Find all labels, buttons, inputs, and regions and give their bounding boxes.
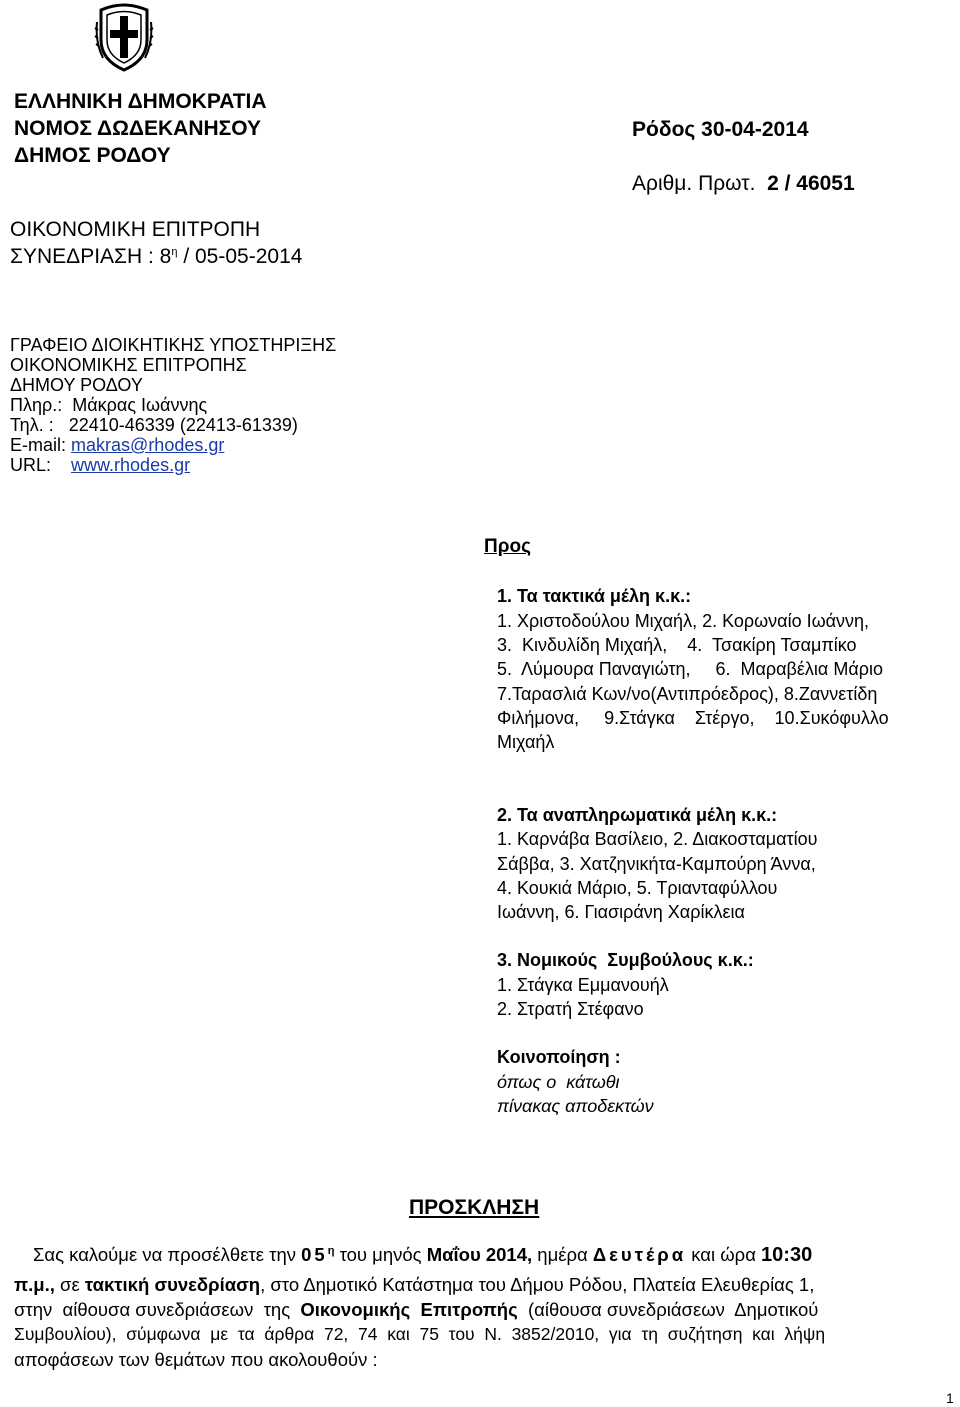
office-line-2: ΟΙΚΟΝΟΜΙΚΗΣ ΕΠΙΤΡΟΠΗΣ [10, 355, 247, 375]
regular-member-line: Φιλήμονα, 9.Στάγκα Στέργο, 10.Συκόφυλλο [497, 708, 889, 728]
invitation-text: στην αίθουσα συνεδριάσεων της [14, 1299, 301, 1320]
invitation-text: , στο Δημοτικό Κατάστημα του Δήμου Ρόδου, Πλατεία Ελευθερίας 1, [260, 1274, 815, 1295]
municipality-title: ΔΗΜΟΣ ΡΟΔΟΥ [14, 144, 171, 167]
invitation-line-1 [33, 1244, 812, 1267]
invitation-text: Σας καλούμε να προσέλθετε την [33, 1244, 302, 1265]
regular-members-title: 1. Τα τακτικά μέλη κ.κ.: [497, 586, 692, 606]
office-line-3: ΔΗΜΟΥ ΡΟΔΟΥ [10, 375, 143, 395]
session-sup: η [171, 246, 178, 258]
email-line [10, 435, 224, 455]
session-prefix: ΣΥΝΕΔΡΙΑΣΗ : 8 [10, 245, 172, 268]
country-title: ΕΛΛΗΝΙΚΗ ΔΗΜΟΚΡΑΤΙΑ [14, 90, 267, 113]
coat-of-arms-emblem [93, 2, 155, 74]
url-link[interactable]: www.rhodes.gr [71, 455, 191, 475]
regular-member-line: 7.Ταρασλιά Κων/νο(Αντιπρόεδρος), 8.Ζαννετίδη [497, 684, 878, 704]
info-value: Μάκρας Ιωάννης [72, 395, 208, 415]
invitation-text: και ώρα [686, 1244, 762, 1265]
substitute-member-line: 1. Καρνάβα Βασίλειο, 2. Διακοσταματίου [497, 829, 818, 849]
regular-member-line: 3. Κινδυλίδη Μιχαήλ, 4. Τσακίρη Τσαμπίκο [497, 635, 857, 655]
legal-advisors-title: 3. Νομικούς Συμβούλους κ.κ.: [497, 950, 754, 970]
invitation-pm: π.μ., [14, 1274, 55, 1295]
committee-name: ΟΙΚΟΝΟΜΙΚΗ ΕΠΙΤΡΟΠΗ [10, 218, 261, 241]
invitation-line-3 [14, 1299, 818, 1321]
substitute-members-title: 2. Τα αναπληρωματικά μέλη κ.κ.: [497, 805, 778, 825]
notification-line: όπως ο κάτωθι [497, 1072, 620, 1092]
invitation-month: Μαΐου 2014, [426, 1244, 533, 1265]
tel-value: 22410-46339 (22413-61339) [68, 415, 298, 435]
email-label: E-mail: [10, 435, 67, 455]
invitation-text: ημέρα [532, 1244, 593, 1265]
tel-line [10, 415, 298, 435]
invitation-session-type: τακτική συνεδρίαση [84, 1274, 261, 1295]
info-line [10, 395, 207, 415]
protocol-number: 2 / 46051 [767, 172, 855, 195]
invitation-title: ΠΡΟΣΚΛΗΣΗ [409, 1196, 540, 1219]
page-number: 1 [946, 1390, 954, 1406]
prefecture-title: ΝΟΜΟΣ ΔΩΔΕΚΑΝΗΣΟΥ [14, 117, 262, 140]
invitation-text: του μηνός [334, 1244, 427, 1265]
protocol-label: Αριθμ. Πρωτ. [632, 172, 756, 195]
regular-member-line: 5. Λύμουρα Παναγιώτη, 6. Μαραβέλια Μάριο [497, 659, 883, 679]
invitation-day: 05 [301, 1244, 328, 1265]
session-line [10, 245, 302, 269]
notification-line: πίνακας αποδεκτών [497, 1096, 654, 1116]
invitation-time: 10:30 [761, 1244, 813, 1266]
notification-title: Κοινοποίηση : [497, 1047, 621, 1067]
invitation-committee: Οικονομικής Επιτροπής [300, 1299, 518, 1320]
substitute-member-line: 4. Κουκιά Μάριο, 5. Τριανταφύλλου [497, 878, 778, 898]
email-link[interactable]: makras@rhodes.gr [71, 435, 225, 455]
invitation-day-sup: η [327, 1244, 335, 1257]
regular-member-line: 1. Χριστοδούλου Μιχαήλ, 2. Κορωναίο Ιωάννη, [497, 611, 870, 631]
invitation-line-2 [14, 1274, 814, 1296]
invitation-line-4: Συμβουλίου), σύμφωνα με τα άρθρα 72, 74 και 75 του Ν. 3852/2010, για τη συζήτηση και λήψη [14, 1324, 826, 1344]
to-label: Προς [484, 536, 531, 557]
invitation-weekday: Δευτέρα [592, 1244, 687, 1265]
invitation-line-5: αποφάσεων των θεμάτων που ακολουθούν : [14, 1349, 378, 1370]
invitation-text: (αίθουσα συνεδριάσεων Δημοτικού [517, 1299, 819, 1320]
substitute-member-line: Ιωάννη, 6. Γιασιράνη Χαρίκλεια [497, 902, 745, 922]
protocol-line [632, 172, 855, 196]
tel-label: Τηλ. : [10, 415, 54, 435]
url-line [10, 455, 190, 475]
url-label: URL: [10, 455, 52, 475]
substitute-member-line: Σάββα, 3. Χατζηνικήτα-Καμπούρη Άννα, [497, 854, 816, 874]
regular-member-line: Μιχαήλ [497, 732, 555, 752]
session-suffix: / 05-05-2014 [177, 245, 303, 268]
info-label: Πληρ.: [10, 395, 63, 415]
office-line-1: ΓΡΑΦΕΙΟ ΔΙΟΙΚΗΤΙΚΗΣ ΥΠΟΣΤΗΡΙΞΗΣ [10, 335, 337, 355]
legal-advisor-line: 1. Στάγκα Εμμανουήλ [497, 975, 669, 995]
invitation-text: σε [54, 1274, 85, 1295]
place-date: Ρόδος 30-04-2014 [632, 118, 809, 141]
legal-advisor-line: 2. Στρατή Στέφανο [497, 999, 644, 1019]
